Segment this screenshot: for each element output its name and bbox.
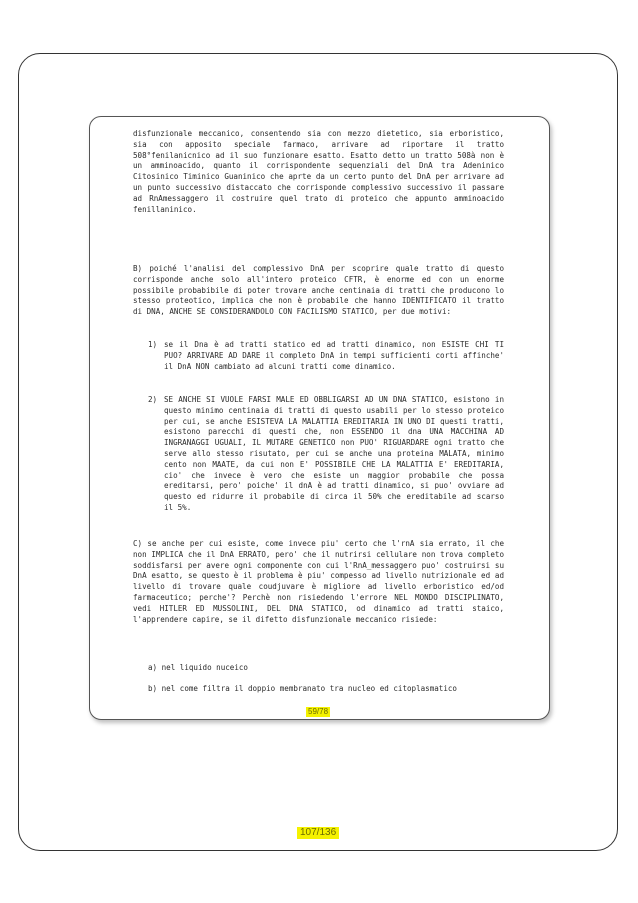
outer-page-number: 107/136: [297, 827, 339, 839]
inner-page-number: 59/78: [308, 707, 329, 716]
sub-item-a: a) nel liquido nuceico: [148, 663, 248, 672]
paragraph-b: B) poiché l'analisi del complessivo DnA per scoprire quale tratto di questo corrisponde anche solo all'intero proteico CFTR, è enorme ed con un enorme possibile probabibile di poter trovare anche centinaia di tratti che producono lo stesso proteotico, implica che non è probabile che hanno IDENTIFICATO il tratto di DNA, ANCHE SE CONSIDERANDOLO CON FACILISMO STATICO, per due motivi:: [133, 264, 504, 317]
sub-item-b: b) nel come filtra il doppio membranato tra nucleo ed citoplasmatico: [148, 684, 457, 693]
list-number: 1): [148, 340, 158, 349]
list-item-2: [148, 395, 504, 514]
list-item-text: se il Dna è ad tratti statico ed ad tratti dinamico, non ESISTE CHI TI PUO? ARRIVARE AD DARE il completo DnA in tempi sufficienti corti affinche' il DnA NON cambiato ad alcuni tratti come dinamico.: [164, 340, 504, 371]
list-number: 2): [148, 395, 158, 404]
list-item-text: SE ANCHE SI VUOLE FARSI MALE ED OBBLIGARSI AD UN DNA STATICO, esistono in questo minimo centinaia di tratti di questo usabili per lo stesso proteico per cui, se anche ESISTEVA LA MALATTIA EREDITARIA IN UNO DI questi tratti, esistono parecchi di questi che, non ESSENDO il dna UNA MACCHINA AD INGRANAGGI UGUALI, IL MUTARE GENETICO non PUO' RIGUARDARE ogni tratto che serve allo stesso risutato, per cui se anche una proteina MALATA, minimo cento non MAATE, da cui non E' POSSIBILE CHE LA MALATTIA E' EREDITARIA, cio' che invece è vero che esiste un maggior probabile che possa ereditarsi, pero' poiche' il dnA è ad tratti dinamico, si puo' ovviare ad questo ed ridurre il probabile di circa il 50% che ereditabile ad scarso il 5%.: [164, 395, 504, 512]
paragraph-1: disfunzionale meccanico, consentendo sia con mezzo dietetico, sia erboristico, sia con apposito speciale farmaco, arrivare ad riportare il tratto 508°fenilanicnico ad il suo funzionare esatto. Esatto detto un tratto 508à non è un amminoacido, quanto il corrispondente sequenziali del DnA tra Adeninico Citosinico Timinico Guaninico che aprte da un certo punto del DnA per arrivare ad un punto successivo distaccato che corrisponde complessivo successivo il passare ad RnAmessaggero il costruire quel trato di proteico che appunto amminoacido fenillaninico.: [133, 129, 504, 214]
list-item-1: [148, 340, 504, 372]
paragraph-c: C) se anche per cui esiste, come invece piu' certo che l'rnA sia errato, il che non IMPLICA che il DnA ERRATO, pero' che il nutrirsi cellulare non trova completo soddisfarsi per avere ogni componente con cui l'RnA_messaggero puo' costruirsi su DnA esatto, se questo è il problema è piu' compesso ad livello nutrizionale ed ad livello di trovare quale coudjuvare è migliore ad livello erboristico ed/od farmaceutico; perche'? Perchè non risiedendo l'errore NEL MONDO DISCIPLINATO, vedi HITLER ED MUSSOLINI, DEL DNA STATICO, od dinamico ad tratti staico, l'apprendere capire, se il difetto disfunzionale meccanico risiede:: [133, 539, 504, 624]
